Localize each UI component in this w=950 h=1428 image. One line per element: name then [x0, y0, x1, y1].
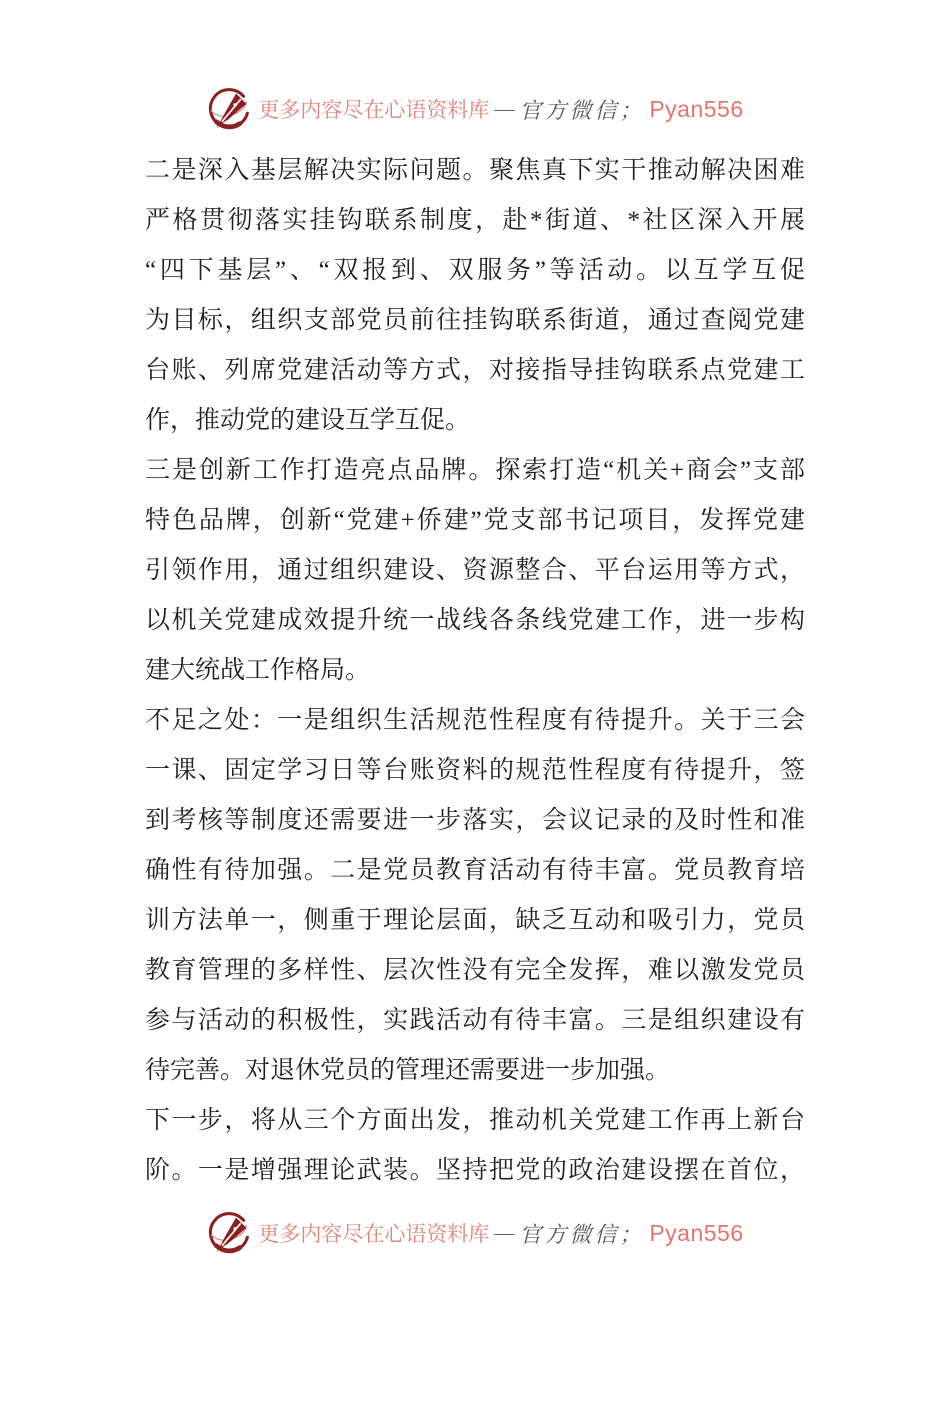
watermark-brand-text: 更多内容尽在心语资料库 [258, 98, 490, 122]
body-line: 以机关党建成效提升统一战线各条线党建工作，进一步构 [145, 607, 805, 634]
body-line: 训方法单一，侧重于理论层面，缺乏互动和吸引力，党员 [145, 907, 805, 934]
body-line: 特色品牌，创新“党建+侨建”党支部书记项目，发挥党建 [145, 507, 805, 534]
watermark-brand-text: 更多内容尽在心语资料库 [258, 1222, 490, 1246]
paragraph [145, 446, 805, 696]
body-line: 阶。一是增强理论武装。坚持把党的政治建设摆在首位， [145, 1157, 805, 1184]
body-line: 一课、固定学习日等台账资料的规范性程度有待提升，签 [145, 757, 805, 784]
watermark-dash: — [494, 1221, 515, 1244]
body-line: 下一步，将从三个方面出发，推动机关党建工作再上新台 [145, 1107, 805, 1134]
watermark-dash: — [494, 97, 515, 120]
body-line: 建大统战工作格局。 [145, 657, 371, 684]
footer-watermark [0, 1208, 950, 1258]
header-watermark [0, 84, 950, 134]
paragraph [145, 696, 805, 1096]
body-line: 作，推动党的建设互学互促。 [145, 407, 471, 434]
body-line: 参与活动的积极性，实践活动有待丰富。三是组织建设有 [145, 1007, 805, 1034]
body-line: 引领作用，通过组织建设、资源整合、平台运用等方式， [145, 557, 805, 584]
body-line: 到考核等制度还需要进一步落实，会议记录的及时性和准 [145, 807, 805, 834]
watermark-wechat-id: Pyan556 [649, 1219, 744, 1246]
pen-nib-circle-logo-icon [206, 86, 253, 133]
body-line: “四下基层”、“双报到、双服务”等活动。以互学互促 [145, 257, 805, 284]
body-line: 确性有待加强。二是党员教育活动有待丰富。党员教育培 [145, 857, 805, 884]
document-body [145, 146, 805, 1196]
body-line: 三是创新工作打造亮点品牌。探索打造“机关+商会”支部 [145, 457, 805, 484]
body-line: 教育管理的多样性、层次性没有完全发挥，难以激发党员 [145, 957, 805, 984]
pen-nib-circle-logo-icon [206, 1210, 253, 1257]
watermark-channel-label: 官方微信； [519, 1221, 645, 1247]
body-line: 为目标，组织支部党员前往挂钩联系街道，通过查阅党建 [145, 307, 805, 334]
body-line: 台账、列席党建活动等方式，对接指导挂钩联系点党建工 [145, 357, 805, 384]
body-line: 二是深入基层解决实际问题。聚焦真下实干推动解决困难 [145, 157, 805, 184]
paragraph [145, 1096, 805, 1196]
watermark-wechat-id: Pyan556 [649, 95, 744, 122]
watermark-channel-label: 官方微信； [519, 97, 645, 123]
paragraph [145, 146, 805, 446]
body-line: 待完善。对退休党员的管理还需要进一步加强。 [145, 1057, 671, 1084]
body-line: 不足之处：一是组织生活规范性程度有待提升。关于三会 [145, 707, 805, 734]
body-line: 严格贯彻落实挂钩联系制度，赴*街道、*社区深入开展 [145, 207, 805, 234]
